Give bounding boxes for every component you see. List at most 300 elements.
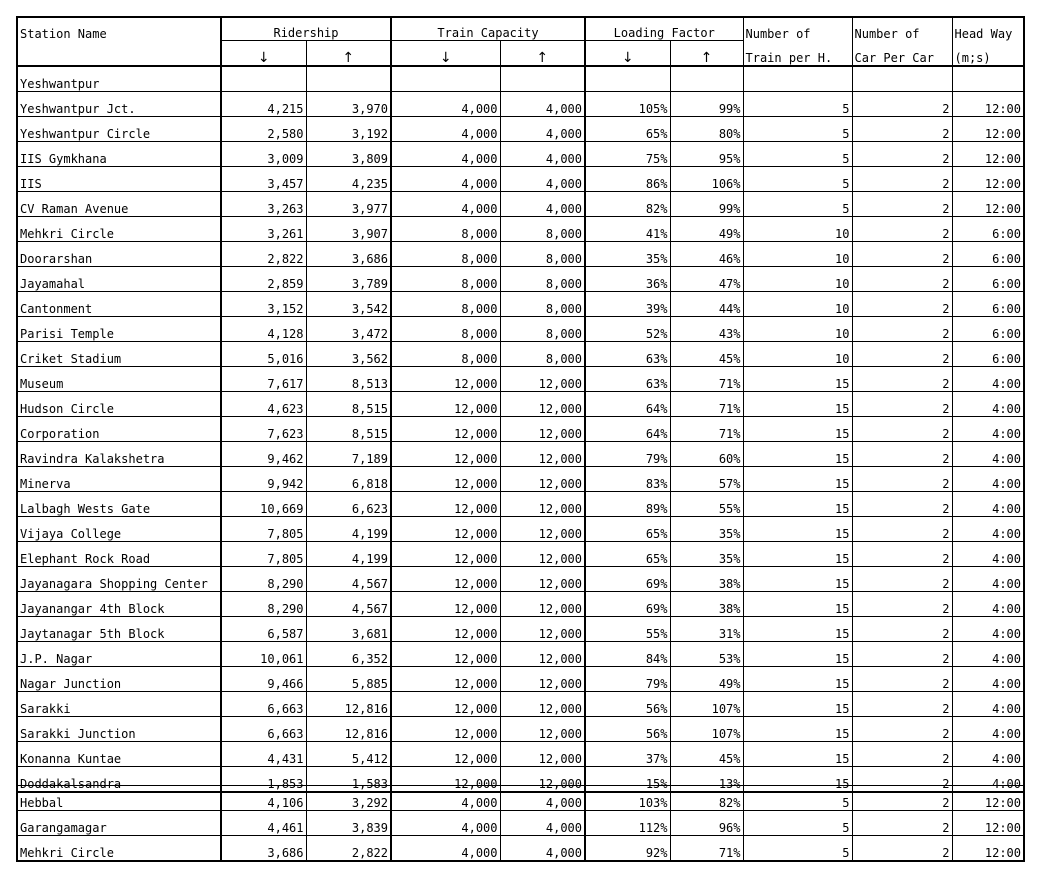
station-cell: Hebbal (17, 786, 221, 811)
headway-cell: 12:00 (952, 142, 1024, 167)
trains-per-hour-cell: 15 (743, 717, 852, 742)
trains-per-hour-cell: 15 (743, 367, 852, 392)
table-row (17, 417, 1024, 442)
ride-up-cell: 3,789 (306, 267, 391, 292)
load-down-cell: 103% (585, 786, 670, 811)
load-down-cell: 79% (585, 442, 670, 467)
headway-cell: 12:00 (952, 117, 1024, 142)
ride-up-cell: 3,562 (306, 342, 391, 367)
station-cell: Cantonment (17, 292, 221, 317)
ride-up-cell: 2,822 (306, 836, 391, 862)
station-cell: J.P. Nagar (17, 642, 221, 667)
ride-up-cell: 3,472 (306, 317, 391, 342)
ride-up-cell: 3,970 (306, 92, 391, 117)
station-cell: IIS Gymkhana (17, 142, 221, 167)
cap-up-cell: 12,000 (500, 642, 585, 667)
load-down-cell: 89% (585, 492, 670, 517)
ride-down-cell: 7,805 (221, 517, 306, 542)
ride-down-cell: 6,663 (221, 717, 306, 742)
trains-per-hour-cell: 15 (743, 592, 852, 617)
headway-cell: 4:00 (952, 642, 1024, 667)
cap-down-cell: 4,000 (391, 811, 500, 836)
station-cell: Parisi Temple (17, 317, 221, 342)
ride-down-cell: 1,853 (221, 767, 306, 793)
cap-up-cell: 12,000 (500, 517, 585, 542)
ride-up-cell: 5,885 (306, 667, 391, 692)
cap-up-cell: 4,000 (500, 92, 585, 117)
cars-per-car-cell: 2 (852, 642, 952, 667)
ride-down-cell: 7,617 (221, 367, 306, 392)
ride-down-cell: 4,623 (221, 392, 306, 417)
load-up-cell: 99% (670, 92, 743, 117)
ride-down-cell: 4,215 (221, 92, 306, 117)
table-row (17, 617, 1024, 642)
headway-cell: 12:00 (952, 167, 1024, 192)
headway-cell: 4:00 (952, 367, 1024, 392)
cars-per-car-cell: 2 (852, 217, 952, 242)
ride-down-cell: 4,106 (221, 786, 306, 811)
load-up-cell: 47% (670, 267, 743, 292)
ride-down-cell: 2,859 (221, 267, 306, 292)
cap-up-cell: 8,000 (500, 342, 585, 367)
cap-down-cell: 12,000 (391, 492, 500, 517)
ride-down-cell: 3,686 (221, 836, 306, 862)
table-row (17, 786, 1024, 811)
ride-down-cell: 9,942 (221, 467, 306, 492)
trains-per-hour-cell: 15 (743, 417, 852, 442)
table-row (17, 242, 1024, 267)
cap-up-cell: 4,000 (500, 836, 585, 862)
load-up-cell: 31% (670, 617, 743, 642)
headway-cell: 6:00 (952, 292, 1024, 317)
table-row (17, 592, 1024, 617)
load-up-cell: 43% (670, 317, 743, 342)
cars-per-car-cell: 2 (852, 117, 952, 142)
load-down-cell: 105% (585, 92, 670, 117)
table-row (17, 492, 1024, 517)
load-up-cell: 13% (670, 767, 743, 793)
table-row (17, 642, 1024, 667)
station-cell: Jaytanagar 5th Block (17, 617, 221, 642)
cap-down-cell: 12,000 (391, 567, 500, 592)
ride-up-cell: 12,816 (306, 717, 391, 742)
ride-up-cell: 3,686 (306, 242, 391, 267)
trains-per-hour-cell: 10 (743, 217, 852, 242)
ride-up-cell: 3,542 (306, 292, 391, 317)
loading-up-arrow: ↑ (670, 41, 743, 67)
cars-per-car-cell: 2 (852, 467, 952, 492)
trains-per-hour-cell: 5 (743, 92, 852, 117)
cars-per-car-cell: 2 (852, 367, 952, 392)
ride-down-cell: 3,152 (221, 292, 306, 317)
headway-cell: 6:00 (952, 267, 1024, 292)
ridership-up-arrow: ↑ (306, 41, 391, 67)
station-cell: CV Raman Avenue (17, 192, 221, 217)
ride-down-cell: 2,580 (221, 117, 306, 142)
cars-per-car-cell: 2 (852, 417, 952, 442)
ride-up-cell: 3,839 (306, 811, 391, 836)
load-up-cell: 44% (670, 292, 743, 317)
cap-up-cell: 12,000 (500, 692, 585, 717)
load-down-cell: 52% (585, 317, 670, 342)
trains-per-hour-cell: 15 (743, 767, 852, 793)
headway-cell: 4:00 (952, 567, 1024, 592)
load-down-cell: 82% (585, 192, 670, 217)
table-row (17, 267, 1024, 292)
cars-per-car-cell: 2 (852, 836, 952, 862)
load-up-cell: 96% (670, 811, 743, 836)
cap-up-cell: 4,000 (500, 786, 585, 811)
cap-down-cell: 12,000 (391, 517, 500, 542)
cap-up-cell: 12,000 (500, 617, 585, 642)
load-down-cell: 112% (585, 811, 670, 836)
load-up-cell: 95% (670, 142, 743, 167)
load-up-cell: 71% (670, 417, 743, 442)
load-down-cell: 15% (585, 767, 670, 793)
load-up-cell: 53% (670, 642, 743, 667)
station-cell: Minerva (17, 467, 221, 492)
table-row (17, 836, 1024, 862)
table-row (17, 542, 1024, 567)
load-down-cell: 63% (585, 367, 670, 392)
station-cell: Jayamahal (17, 267, 221, 292)
station-name-header-cont (17, 41, 221, 67)
trains-per-hour-cell: 15 (743, 492, 852, 517)
station-cell: Yeshwantpur Circle (17, 117, 221, 142)
trains-per-hour-cell: 10 (743, 342, 852, 367)
headway-header-2: (m;s) (952, 41, 1024, 67)
station-cell: Corporation (17, 417, 221, 442)
trains-per-hour-cell: 15 (743, 567, 852, 592)
cap-up-cell: 12,000 (500, 717, 585, 742)
ride-down-cell: 3,457 (221, 167, 306, 192)
trains-per-hour-cell: 10 (743, 242, 852, 267)
ride-down-cell: 2,822 (221, 242, 306, 267)
trains-per-hour-header-2: Train per H. (743, 41, 852, 67)
cap-up-cell: 8,000 (500, 267, 585, 292)
load-up-cell: 35% (670, 542, 743, 567)
station-cell: Yeshwantpur Jct. (17, 92, 221, 117)
trains-per-hour-cell: 5 (743, 167, 852, 192)
ride-up-cell: 8,513 (306, 367, 391, 392)
cap-down-cell: 12,000 (391, 617, 500, 642)
table-row (17, 811, 1024, 836)
table-row (17, 667, 1024, 692)
cars-per-car-cell: 2 (852, 317, 952, 342)
cap-down-cell: 12,000 (391, 467, 500, 492)
loading-down-arrow: ↓ (585, 41, 670, 67)
table-row (17, 567, 1024, 592)
headway-cell: 12:00 (952, 836, 1024, 862)
cars-per-car-cell: 2 (852, 492, 952, 517)
headway-cell: 4:00 (952, 692, 1024, 717)
cap-down-cell: 4,000 (391, 117, 500, 142)
headway-cell: 4:00 (952, 767, 1024, 793)
cars-per-car-cell: 2 (852, 342, 952, 367)
load-down-cell: 36% (585, 267, 670, 292)
ride-down-cell: 6,587 (221, 617, 306, 642)
load-up-cell: 49% (670, 667, 743, 692)
cap-down-cell: 12,000 (391, 717, 500, 742)
ride-down-cell: 7,623 (221, 417, 306, 442)
cap-down-cell: 12,000 (391, 442, 500, 467)
load-down-cell: 69% (585, 592, 670, 617)
headway-cell: 6:00 (952, 217, 1024, 242)
table-row (17, 292, 1024, 317)
ride-down-cell: 9,466 (221, 667, 306, 692)
trains-per-hour-cell: 15 (743, 442, 852, 467)
ride-up-cell: 4,567 (306, 567, 391, 592)
ride-up-cell: 6,623 (306, 492, 391, 517)
cap-down-cell: 4,000 (391, 92, 500, 117)
cap-down-cell: 12,000 (391, 367, 500, 392)
station-cell: Elephant Rock Road (17, 542, 221, 567)
ride-down-cell: 8,290 (221, 592, 306, 617)
cars-per-car-header: Number of (852, 17, 952, 41)
load-down-cell: 69% (585, 567, 670, 592)
cap-up-cell: 12,000 (500, 667, 585, 692)
trains-per-hour-cell: 15 (743, 667, 852, 692)
cap-down-cell: 12,000 (391, 742, 500, 767)
cap-up-cell: 12,000 (500, 592, 585, 617)
cap-down-cell: 12,000 (391, 692, 500, 717)
cap-down-cell: 8,000 (391, 292, 500, 317)
loading-factor-header: Loading Factor (585, 17, 743, 41)
ride-up-cell: 1,583 (306, 767, 391, 793)
station-cell: Garangamagar (17, 811, 221, 836)
cars-per-car-cell: 2 (852, 567, 952, 592)
cars-per-car-cell: 2 (852, 392, 952, 417)
load-up-cell: 57% (670, 467, 743, 492)
cap-up-cell: 4,000 (500, 167, 585, 192)
cars-per-car-cell: 2 (852, 292, 952, 317)
cap-up-cell: 12,000 (500, 442, 585, 467)
ride-down-cell: 4,431 (221, 742, 306, 767)
table-row (17, 92, 1024, 117)
station-cell: Sarakki Junction (17, 717, 221, 742)
table-row (17, 367, 1024, 392)
headway-cell: 6:00 (952, 317, 1024, 342)
load-up-cell: 82% (670, 786, 743, 811)
trains-per-hour-cell: 5 (743, 117, 852, 142)
ride-down-cell: 6,663 (221, 692, 306, 717)
cap-up-cell: 12,000 (500, 742, 585, 767)
load-down-cell: 79% (585, 667, 670, 692)
headway-cell: 12:00 (952, 811, 1024, 836)
table-row (17, 717, 1024, 742)
trains-per-hour-cell: 5 (743, 836, 852, 862)
cap-down-cell: 4,000 (391, 836, 500, 862)
ride-down-cell: 3,263 (221, 192, 306, 217)
load-up-cell: 35% (670, 517, 743, 542)
cap-up-cell: 12,000 (500, 767, 585, 793)
load-up-cell: 71% (670, 392, 743, 417)
station-cell: Ravindra Kalakshetra (17, 442, 221, 467)
trains-per-hour-cell: 10 (743, 317, 852, 342)
cap-up-cell: 4,000 (500, 142, 585, 167)
cap-up-cell: 12,000 (500, 542, 585, 567)
table-row (17, 692, 1024, 717)
trains-per-hour-cell: 15 (743, 742, 852, 767)
load-up-cell: 55% (670, 492, 743, 517)
load-down-cell: 65% (585, 117, 670, 142)
trains-per-hour-header: Number of (743, 17, 852, 41)
load-down-cell: 41% (585, 217, 670, 242)
cap-down-cell: 8,000 (391, 217, 500, 242)
headway-cell: 4:00 (952, 717, 1024, 742)
load-up-cell: 38% (670, 592, 743, 617)
trains-per-hour-cell: 15 (743, 467, 852, 492)
headway-cell: 4:00 (952, 742, 1024, 767)
ride-down-cell: 3,009 (221, 142, 306, 167)
cap-down-cell: 12,000 (391, 767, 500, 793)
load-up-cell: 60% (670, 442, 743, 467)
load-up-cell: 45% (670, 742, 743, 767)
ride-up-cell: 3,192 (306, 117, 391, 142)
cars-per-car-cell: 2 (852, 242, 952, 267)
station-cell: Vijaya College (17, 517, 221, 542)
cap-up-cell: 12,000 (500, 367, 585, 392)
headway-cell: 4:00 (952, 417, 1024, 442)
cap-down-cell: 12,000 (391, 542, 500, 567)
trains-per-hour-cell: 5 (743, 786, 852, 811)
trains-per-hour-cell: 15 (743, 392, 852, 417)
load-down-cell: 64% (585, 417, 670, 442)
cars-per-car-cell: 2 (852, 442, 952, 467)
load-up-cell: 107% (670, 692, 743, 717)
trains-per-hour-cell: 5 (743, 192, 852, 217)
table-row (17, 392, 1024, 417)
table-row (17, 142, 1024, 167)
cars-per-car-cell: 2 (852, 742, 952, 767)
ride-up-cell: 3,681 (306, 617, 391, 642)
ride-down-cell: 4,128 (221, 317, 306, 342)
capacity-up-arrow: ↑ (500, 41, 585, 67)
ride-up-cell: 6,818 (306, 467, 391, 492)
ride-down-cell: 10,061 (221, 642, 306, 667)
cap-down-cell: 12,000 (391, 667, 500, 692)
cars-per-car-cell: 2 (852, 167, 952, 192)
station-cell: Konanna Kuntae (17, 742, 221, 767)
table-row (17, 742, 1024, 767)
ride-down-cell: 3,261 (221, 217, 306, 242)
load-down-cell: 39% (585, 292, 670, 317)
trains-per-hour-cell: 15 (743, 542, 852, 567)
station-cell: Mehkri Circle (17, 836, 221, 862)
header-row-2 (17, 41, 1024, 67)
cap-down-cell: 4,000 (391, 142, 500, 167)
station-name-header: Station Name (17, 17, 221, 41)
table-row (17, 342, 1024, 367)
load-up-cell: 107% (670, 717, 743, 742)
cars-per-car-cell: 2 (852, 517, 952, 542)
headway-cell: 4:00 (952, 467, 1024, 492)
ride-down-cell: 4,461 (221, 811, 306, 836)
cap-up-cell: 8,000 (500, 242, 585, 267)
table-row (17, 217, 1024, 242)
load-up-cell: 71% (670, 836, 743, 862)
cap-up-cell: 8,000 (500, 317, 585, 342)
cars-per-car-header-2: Car Per Car (852, 41, 952, 67)
trains-per-hour-cell: 10 (743, 292, 852, 317)
origin-row (17, 66, 1024, 92)
load-up-cell: 38% (670, 567, 743, 592)
load-down-cell: 63% (585, 342, 670, 367)
trains-per-hour-cell: 15 (743, 642, 852, 667)
ride-up-cell: 4,199 (306, 542, 391, 567)
station-cell: Museum (17, 367, 221, 392)
load-up-cell: 80% (670, 117, 743, 142)
ride-down-cell: 9,462 (221, 442, 306, 467)
table-row (17, 167, 1024, 192)
headway-cell: 4:00 (952, 667, 1024, 692)
cars-per-car-cell: 2 (852, 267, 952, 292)
load-down-cell: 92% (585, 836, 670, 862)
headway-cell: 6:00 (952, 242, 1024, 267)
cap-up-cell: 12,000 (500, 417, 585, 442)
headway-cell: 4:00 (952, 592, 1024, 617)
trains-per-hour-cell: 10 (743, 267, 852, 292)
ride-up-cell: 8,515 (306, 392, 391, 417)
table-row (17, 317, 1024, 342)
cars-per-car-cell: 2 (852, 692, 952, 717)
cap-down-cell: 8,000 (391, 342, 500, 367)
ride-up-cell: 3,809 (306, 142, 391, 167)
load-down-cell: 75% (585, 142, 670, 167)
load-down-cell: 35% (585, 242, 670, 267)
cars-per-car-cell: 2 (852, 717, 952, 742)
load-up-cell: 99% (670, 192, 743, 217)
ride-down-cell: 5,016 (221, 342, 306, 367)
station-cell: Jayanangar 4th Block (17, 592, 221, 617)
headway-cell: 12:00 (952, 786, 1024, 811)
ride-down-cell: 7,805 (221, 542, 306, 567)
ride-up-cell: 6,352 (306, 642, 391, 667)
ride-up-cell: 7,189 (306, 442, 391, 467)
table-row (17, 117, 1024, 142)
cars-per-car-cell: 2 (852, 667, 952, 692)
cars-per-car-cell: 2 (852, 786, 952, 811)
origin-station: Yeshwantpur (17, 66, 221, 92)
headway-cell: 4:00 (952, 617, 1024, 642)
ride-up-cell: 4,199 (306, 517, 391, 542)
cars-per-car-cell: 2 (852, 811, 952, 836)
cars-per-car-cell: 2 (852, 617, 952, 642)
trains-per-hour-cell: 5 (743, 811, 852, 836)
ride-up-cell: 12,816 (306, 692, 391, 717)
cap-up-cell: 12,000 (500, 467, 585, 492)
ride-up-cell: 4,567 (306, 592, 391, 617)
table-row (17, 192, 1024, 217)
station-cell: Nagar Junction (17, 667, 221, 692)
ride-down-cell: 8,290 (221, 567, 306, 592)
cap-down-cell: 12,000 (391, 642, 500, 667)
cars-per-car-cell: 2 (852, 592, 952, 617)
cars-per-car-cell: 2 (852, 767, 952, 793)
ride-up-cell: 3,292 (306, 786, 391, 811)
load-down-cell: 65% (585, 517, 670, 542)
station-cell: Lalbagh Wests Gate (17, 492, 221, 517)
ridership-table-2 (16, 785, 1025, 862)
ridership-down-arrow: ↓ (221, 41, 306, 67)
cap-up-cell: 8,000 (500, 292, 585, 317)
cap-down-cell: 12,000 (391, 392, 500, 417)
ride-up-cell: 5,412 (306, 742, 391, 767)
cap-down-cell: 12,000 (391, 417, 500, 442)
cap-up-cell: 12,000 (500, 492, 585, 517)
trains-per-hour-cell: 5 (743, 142, 852, 167)
headway-cell: 4:00 (952, 392, 1024, 417)
